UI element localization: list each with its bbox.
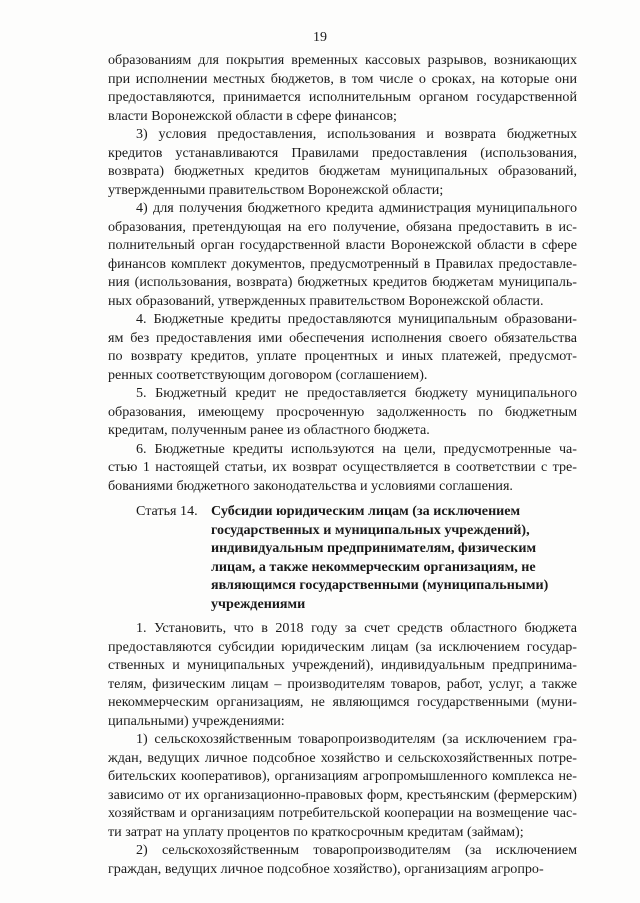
text-line: ти затрат на уплату процентов по краткосрочным кредитам (займам); bbox=[108, 823, 524, 840]
paragraph bbox=[108, 51, 577, 125]
text-line: ждан, ведущих личное подсобное хозяйство и сельскохозяйственных потре- bbox=[108, 749, 577, 766]
text-line: кредитам, полученным ранее из областного бюджета. bbox=[108, 422, 430, 438]
article-label-spacer bbox=[108, 539, 211, 558]
article-label-spacer bbox=[108, 521, 211, 540]
paragraph bbox=[108, 841, 577, 878]
article-label-spacer bbox=[108, 595, 211, 614]
article-heading bbox=[108, 502, 577, 613]
text-line: кредитов устанавливаются Правилами предоставления (использования, bbox=[108, 144, 577, 161]
text-line: предоставляются, принимается исполнительным органом государственной bbox=[108, 89, 577, 105]
text-line: стью 1 настоящей статьи, их возврат осуществляется в соответствии с тре- bbox=[108, 459, 577, 475]
text-line: 1. Установить, что в 2018 году за счет средств областного бюджета bbox=[136, 620, 577, 636]
paragraphs-before-article bbox=[108, 51, 577, 495]
article-label: Статья 14. bbox=[136, 503, 198, 519]
text-line: 4. Бюджетные кредиты предоставляются муниципальным образовани- bbox=[136, 311, 577, 327]
text-line: предоставляются субсидии юридическим лицам (за исключением государ- bbox=[108, 638, 577, 655]
text-line: ренных соответствующим договором (соглашением). bbox=[108, 366, 428, 383]
paragraph bbox=[108, 730, 577, 841]
text-line: бованиями бюджетного законодательства и условиями соглашения. bbox=[108, 477, 513, 494]
paragraph bbox=[108, 199, 577, 310]
paragraph bbox=[108, 619, 577, 730]
article-title-line: лицам, а также некоммерческим организациям, не bbox=[211, 558, 536, 575]
text-line: телям, физическим лицам – производителям товаров, работ, услуг, а также bbox=[108, 675, 577, 692]
text-line: 4) для получения бюджетного кредита администрация муниципального bbox=[136, 200, 577, 216]
text-line: ципальными) учреждениями: bbox=[108, 712, 285, 729]
article-title-line: учреждениями bbox=[211, 595, 306, 612]
text-line: полнительный орган государственной власти Воронежской области в сфере bbox=[108, 237, 577, 253]
text-line: ных образований, утвержденных правительством Воронежской области. bbox=[108, 292, 544, 309]
text-line: финансов комплект документов, предусмотренный в Правилах предоставле- bbox=[108, 255, 577, 272]
paragraph bbox=[108, 384, 577, 440]
paragraph bbox=[108, 310, 577, 384]
article-title-line: государственных и муниципальных учреждений), bbox=[211, 521, 530, 538]
text-line: ния (использования, возврата) бюджетных кредитов бюджетам муниципаль- bbox=[108, 274, 577, 290]
text-line: образования, претендующая на его получение, обязана предоставить в ис- bbox=[108, 218, 577, 235]
article-label-spacer bbox=[108, 576, 211, 595]
article-title-line: индивидуальным предпринимателям, физическим bbox=[211, 540, 537, 556]
text-line: 6. Бюджетные кредиты используются на цели, предусмотренные ча- bbox=[136, 440, 577, 457]
text-line: 1) сельскохозяйственным товаропроизводителям (за исключением гра- bbox=[136, 731, 577, 747]
text-line: возврата) бюджетных кредитов бюджетам муниципальных образований, bbox=[108, 163, 577, 179]
text-line: 3) условия предоставления, использования и возврата бюджетных bbox=[136, 126, 577, 142]
text-line: ственных и муниципальных учреждений), индивидуальным предпринима- bbox=[108, 657, 577, 673]
text-line: образования, имеющему просроченную задолженность по бюджетным bbox=[108, 403, 577, 420]
article-label-spacer bbox=[108, 558, 211, 577]
text-line: зависимо от их организационно-правовых форм, крестьянским (фермерским) bbox=[108, 786, 577, 803]
text-line: при исполнении местных бюджетов, в том числе о сроках, на которые они bbox=[108, 70, 577, 87]
text-line: граждан, ведущих личное подсобное хозяйство), организациям агропро- bbox=[108, 860, 544, 877]
text-line: 2) сельскохозяйственным товаропроизводителям (за исключением bbox=[136, 842, 577, 858]
paragraph bbox=[108, 440, 577, 496]
text-line: некоммерческим организациям, не являющимся государственными (муни- bbox=[108, 694, 577, 710]
text-line: бительских кооперативов), организациям агропромышленного комплекса не- bbox=[108, 768, 577, 784]
text-line: по возврату кредитов, уплате процентных и иных платежей, предусмот- bbox=[108, 348, 577, 364]
text-line: образованиям для покрытия временных кассовых разрывов, возникающих bbox=[108, 52, 577, 68]
text-line: власти Воронежской области в сфере финансов; bbox=[108, 107, 397, 124]
text-line: 5. Бюджетный кредит не предоставляется бюджету муниципального bbox=[136, 385, 577, 401]
text-line: хозяйствам и организациям потребительской кооперации на возмещение час- bbox=[108, 805, 577, 821]
paragraphs-after-article bbox=[108, 619, 577, 878]
paragraph bbox=[108, 125, 577, 199]
page-number: 19 bbox=[313, 30, 327, 45]
document-body bbox=[108, 51, 577, 878]
article-title-line: Субсидии юридическим лицам (за исключением bbox=[211, 503, 521, 519]
text-line: утвержденными правительством Воронежской области; bbox=[108, 181, 444, 198]
text-line: ям без предоставления ими обеспечения исполнения своего обязательства bbox=[108, 329, 577, 346]
article-title-line: являющимся государственными (муниципальными) bbox=[211, 577, 549, 593]
